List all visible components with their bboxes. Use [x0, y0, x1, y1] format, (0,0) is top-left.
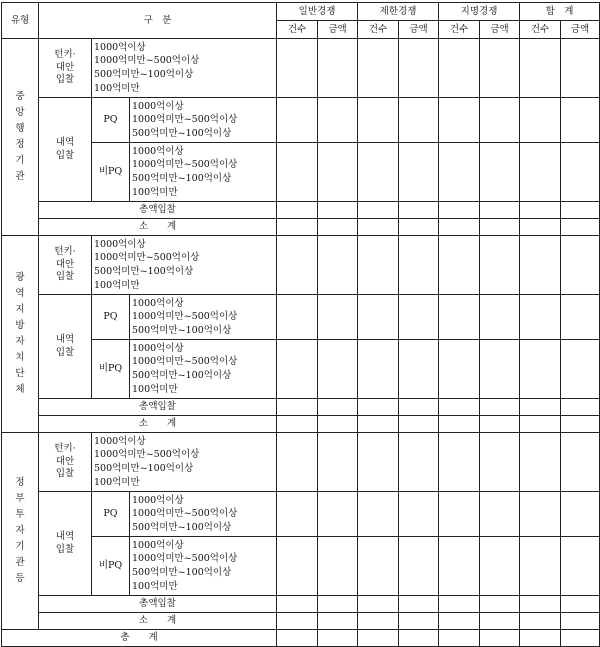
- range-line: 1000억이상: [132, 539, 184, 551]
- range-line: 1000억미만~500억이상: [132, 508, 238, 520]
- data-cell: [439, 98, 480, 143]
- range-line: 500억미만~100억이상: [132, 370, 232, 381]
- nonpq-label: 비PQ: [92, 143, 130, 202]
- data-cell: [520, 98, 561, 143]
- header-amount: 금액: [318, 21, 358, 39]
- pq-label: PQ: [92, 492, 130, 537]
- range-line: 500억미만~100억이상: [94, 69, 194, 80]
- range-line: 1000억이상: [94, 435, 146, 447]
- section-type-char-line: 중: [15, 91, 25, 102]
- turnkey-label-line: 턴키·: [54, 246, 76, 258]
- range-line: 1000억미만~500억이상: [132, 553, 238, 565]
- data-cell: [561, 39, 600, 98]
- data-cell: [318, 202, 358, 219]
- data-cell: [561, 537, 600, 596]
- range-line: 500억미만~100억이상: [132, 567, 232, 578]
- data-cell: [561, 236, 600, 295]
- table-row: [2, 630, 600, 647]
- section-type-label: [2, 236, 39, 433]
- data-cell: [520, 39, 561, 98]
- data-cell: [480, 492, 520, 537]
- table-row: [2, 492, 600, 537]
- data-cell: [439, 613, 480, 630]
- data-cell: [358, 630, 399, 647]
- header-group-total: 합 계: [520, 3, 600, 21]
- range-line: 1000억이상: [94, 41, 146, 53]
- data-cell: [277, 143, 318, 202]
- total-price-label: 총액입찰: [39, 399, 277, 416]
- data-cell: [277, 433, 318, 492]
- range-line: 1000억미만~500억이상: [94, 449, 200, 461]
- turnkey-ranges: [92, 39, 277, 98]
- data-cell: [277, 236, 318, 295]
- data-cell: [277, 98, 318, 143]
- pq-label: PQ: [92, 295, 130, 340]
- data-cell: [520, 630, 561, 647]
- table-row: [2, 295, 600, 340]
- data-cell: [520, 236, 561, 295]
- bid-table: [1, 2, 600, 647]
- section-type-char-line: 관: [15, 557, 25, 568]
- data-cell: [520, 537, 561, 596]
- data-cell: [480, 39, 520, 98]
- data-cell: [277, 492, 318, 537]
- turnkey-label: [39, 39, 92, 98]
- range-line: 1000억미만~500억이상: [132, 311, 238, 323]
- data-cell: [561, 596, 600, 613]
- data-cell: [520, 295, 561, 340]
- turnkey-ranges: [92, 433, 277, 492]
- detail-label: [39, 295, 92, 399]
- data-cell: [439, 416, 480, 433]
- table-row: [2, 202, 600, 219]
- header-type: 유형: [2, 3, 39, 39]
- data-cell: [439, 537, 480, 596]
- range-line: 100억미만: [94, 82, 140, 94]
- data-cell: [358, 613, 399, 630]
- data-cell: [277, 340, 318, 399]
- data-cell: [561, 492, 600, 537]
- data-cell: [318, 340, 358, 399]
- data-cell: [318, 219, 358, 236]
- subtotal-label: 소 계: [39, 613, 277, 630]
- detail-label-line: 입찰: [55, 346, 75, 358]
- data-cell: [318, 236, 358, 295]
- data-cell: [480, 630, 520, 647]
- data-cell: [520, 596, 561, 613]
- table-row: [2, 219, 600, 236]
- data-cell: [277, 416, 318, 433]
- data-cell: [520, 202, 561, 219]
- data-cell: [277, 596, 318, 613]
- data-cell: [561, 143, 600, 202]
- section-type-char-line: 부: [15, 493, 25, 504]
- data-cell: [399, 202, 439, 219]
- section-type-label: [2, 39, 39, 236]
- range-line: 1000억미만~500억이상: [132, 356, 238, 368]
- turnkey-label-line: 입찰: [55, 271, 75, 283]
- data-cell: [480, 433, 520, 492]
- subtotal-label: 소 계: [39, 416, 277, 433]
- data-cell: [318, 39, 358, 98]
- data-cell: [480, 98, 520, 143]
- data-cell: [358, 399, 399, 416]
- data-cell: [520, 219, 561, 236]
- data-cell: [480, 236, 520, 295]
- range-line: 500억미만~100억이상: [132, 324, 232, 336]
- data-cell: [399, 98, 439, 143]
- detail-label-line: 내역: [55, 137, 75, 148]
- table-body: [2, 3, 600, 647]
- grand-total-label: 총 계: [2, 630, 277, 647]
- range-line: 1000억이상: [132, 145, 184, 157]
- range-line: 1000억이상: [132, 100, 184, 112]
- section-type-char-line: 관: [15, 171, 25, 182]
- data-cell: [520, 433, 561, 492]
- turnkey-label-line: 입찰: [55, 74, 75, 86]
- data-cell: [399, 416, 439, 433]
- data-cell: [277, 219, 318, 236]
- header-amount: 금액: [480, 21, 520, 39]
- range-line: 500억미만~100억이상: [132, 173, 232, 184]
- data-cell: [318, 399, 358, 416]
- data-cell: [439, 202, 480, 219]
- header-row-groups: [2, 3, 600, 21]
- data-cell: [439, 433, 480, 492]
- range-line: 1000억미만~500억이상: [132, 114, 238, 126]
- header-group-designated: 지명경쟁: [439, 3, 520, 21]
- data-cell: [318, 630, 358, 647]
- detail-label-line: 내역: [55, 334, 75, 345]
- data-cell: [277, 295, 318, 340]
- data-cell: [480, 537, 520, 596]
- section-type-char-line: 지: [15, 304, 25, 315]
- section-type-char-line: 자: [15, 525, 25, 536]
- data-cell: [399, 236, 439, 295]
- data-cell: [277, 630, 318, 647]
- data-cell: [399, 295, 439, 340]
- table-row: [2, 596, 600, 613]
- data-cell: [318, 416, 358, 433]
- range-line: 100억미만: [132, 186, 178, 198]
- data-cell: [480, 143, 520, 202]
- data-cell: [358, 98, 399, 143]
- data-cell: [520, 340, 561, 399]
- data-cell: [358, 202, 399, 219]
- header-category: 구 분: [39, 3, 277, 39]
- section-type-char-line: 역: [15, 288, 25, 299]
- data-cell: [399, 613, 439, 630]
- data-cell: [318, 537, 358, 596]
- data-cell: [439, 596, 480, 613]
- detail-label: [39, 492, 92, 596]
- data-cell: [439, 143, 480, 202]
- data-cell: [399, 596, 439, 613]
- data-cell: [439, 295, 480, 340]
- data-cell: [561, 202, 600, 219]
- data-cell: [358, 219, 399, 236]
- table-row: [2, 537, 600, 596]
- section-type-char-line: 방: [15, 320, 25, 331]
- data-cell: [318, 613, 358, 630]
- range-line: 1000억이상: [94, 238, 146, 250]
- data-cell: [358, 537, 399, 596]
- section-type-char-line: 광: [15, 272, 25, 283]
- header-group-restricted: 제한경쟁: [358, 3, 439, 21]
- turnkey-label-line: 대안: [55, 455, 75, 467]
- data-cell: [277, 613, 318, 630]
- data-cell: [520, 613, 561, 630]
- table-row: [2, 399, 600, 416]
- data-cell: [480, 202, 520, 219]
- data-cell: [480, 416, 520, 433]
- data-cell: [318, 433, 358, 492]
- section-type-char-line: 정: [15, 139, 25, 150]
- nonpq-label: 비PQ: [92, 537, 130, 596]
- data-cell: [358, 596, 399, 613]
- subtotal-label: 소 계: [39, 219, 277, 236]
- data-cell: [561, 613, 600, 630]
- table-row: [2, 98, 600, 143]
- section-type-label: [2, 433, 39, 630]
- range-line: 100억미만: [94, 279, 140, 291]
- data-cell: [561, 630, 600, 647]
- table-row: [2, 613, 600, 630]
- data-cell: [277, 39, 318, 98]
- turnkey-label: [39, 236, 92, 295]
- range-line: 500억미만~100억이상: [94, 266, 194, 277]
- total-price-label: 총액입찰: [39, 202, 277, 219]
- data-cell: [561, 416, 600, 433]
- data-cell: [520, 492, 561, 537]
- data-cell: [520, 416, 561, 433]
- data-cell: [399, 492, 439, 537]
- header-amount: 금액: [561, 21, 600, 39]
- header-group-general: 일반경쟁: [277, 3, 358, 21]
- section-type-char-line: 체: [15, 384, 25, 395]
- range-line: 500억미만~100억이상: [94, 463, 194, 474]
- section-type-char-line: 등: [15, 573, 25, 584]
- turnkey-label-line: 턴키·: [54, 443, 76, 455]
- turnkey-label-line: 턴키·: [54, 49, 76, 61]
- header-amount: 금액: [399, 21, 439, 39]
- turnkey-ranges: [92, 236, 277, 295]
- data-cell: [399, 340, 439, 399]
- data-cell: [318, 295, 358, 340]
- section-type-char-line: 기: [15, 541, 25, 552]
- data-cell: [439, 340, 480, 399]
- data-cell: [480, 295, 520, 340]
- turnkey-label-line: 대안: [55, 61, 75, 73]
- data-cell: [277, 537, 318, 596]
- data-cell: [399, 630, 439, 647]
- pq-ranges: [130, 492, 277, 537]
- nonpq-ranges: [130, 143, 277, 202]
- section-type-char-line: 기: [15, 155, 25, 166]
- data-cell: [439, 492, 480, 537]
- data-cell: [358, 416, 399, 433]
- detail-label-line: 입찰: [55, 543, 75, 555]
- data-cell: [561, 433, 600, 492]
- section-type-char-line: 치: [15, 352, 25, 363]
- data-cell: [399, 537, 439, 596]
- data-cell: [439, 219, 480, 236]
- data-cell: [480, 613, 520, 630]
- range-line: 100억미만: [94, 476, 140, 488]
- section-type-char-line: 자: [15, 336, 25, 347]
- range-line: 1000억이상: [132, 342, 184, 354]
- data-cell: [439, 630, 480, 647]
- header-count: 건수: [520, 21, 561, 39]
- pq-ranges: [130, 98, 277, 143]
- data-cell: [561, 219, 600, 236]
- data-cell: [318, 98, 358, 143]
- data-cell: [561, 295, 600, 340]
- detail-label-line: 입찰: [55, 149, 75, 161]
- section-type-char-line: 행: [15, 123, 25, 134]
- data-cell: [480, 340, 520, 399]
- range-line: 1000억이상: [132, 297, 184, 309]
- data-cell: [277, 399, 318, 416]
- data-cell: [277, 202, 318, 219]
- data-cell: [358, 39, 399, 98]
- data-cell: [439, 39, 480, 98]
- data-cell: [358, 295, 399, 340]
- data-cell: [399, 143, 439, 202]
- table-row: [2, 236, 600, 295]
- data-cell: [318, 143, 358, 202]
- range-line: 500억미만~100억이상: [132, 127, 232, 139]
- data-cell: [358, 433, 399, 492]
- range-line: 1000억미만~500억이상: [94, 252, 200, 264]
- data-cell: [480, 399, 520, 416]
- turnkey-label-line: 입찰: [55, 468, 75, 480]
- bid-statistics-form: [1, 2, 600, 647]
- table-row: [2, 39, 600, 98]
- data-cell: [520, 399, 561, 416]
- data-cell: [399, 433, 439, 492]
- nonpq-ranges: [130, 340, 277, 399]
- range-line: 1000억이상: [132, 494, 184, 506]
- section-type-char-line: 앙: [15, 107, 25, 118]
- data-cell: [561, 340, 600, 399]
- table-row: [2, 340, 600, 399]
- header-count: 건수: [277, 21, 318, 39]
- header-count: 건수: [358, 21, 399, 39]
- data-cell: [399, 219, 439, 236]
- range-line: 500억미만~100억이상: [132, 521, 232, 533]
- table-row: [2, 433, 600, 492]
- data-cell: [399, 39, 439, 98]
- section-type-char-line: 투: [15, 509, 25, 520]
- data-cell: [358, 492, 399, 537]
- range-line: 1000억미만~500억이상: [132, 159, 238, 171]
- data-cell: [358, 340, 399, 399]
- table-row: [2, 416, 600, 433]
- turnkey-label: [39, 433, 92, 492]
- data-cell: [439, 399, 480, 416]
- section-type-char-line: 단: [15, 368, 25, 379]
- data-cell: [520, 143, 561, 202]
- data-cell: [358, 236, 399, 295]
- nonpq-label: 비PQ: [92, 340, 130, 399]
- detail-label-line: 내역: [55, 531, 75, 542]
- pq-ranges: [130, 295, 277, 340]
- table-row: [2, 143, 600, 202]
- header-count: 건수: [439, 21, 480, 39]
- data-cell: [318, 492, 358, 537]
- section-type-char-line: 정: [15, 477, 25, 488]
- data-cell: [480, 219, 520, 236]
- turnkey-label-line: 대안: [55, 258, 75, 270]
- detail-label: [39, 98, 92, 202]
- range-line: 1000억미만~500억이상: [94, 55, 200, 67]
- data-cell: [480, 596, 520, 613]
- data-cell: [318, 596, 358, 613]
- data-cell: [561, 98, 600, 143]
- data-cell: [439, 236, 480, 295]
- data-cell: [399, 399, 439, 416]
- pq-label: PQ: [92, 98, 130, 143]
- total-price-label: 총액입찰: [39, 596, 277, 613]
- range-line: 100억미만: [132, 383, 178, 395]
- range-line: 100억미만: [132, 580, 178, 592]
- data-cell: [358, 143, 399, 202]
- nonpq-ranges: [130, 537, 277, 596]
- data-cell: [561, 399, 600, 416]
